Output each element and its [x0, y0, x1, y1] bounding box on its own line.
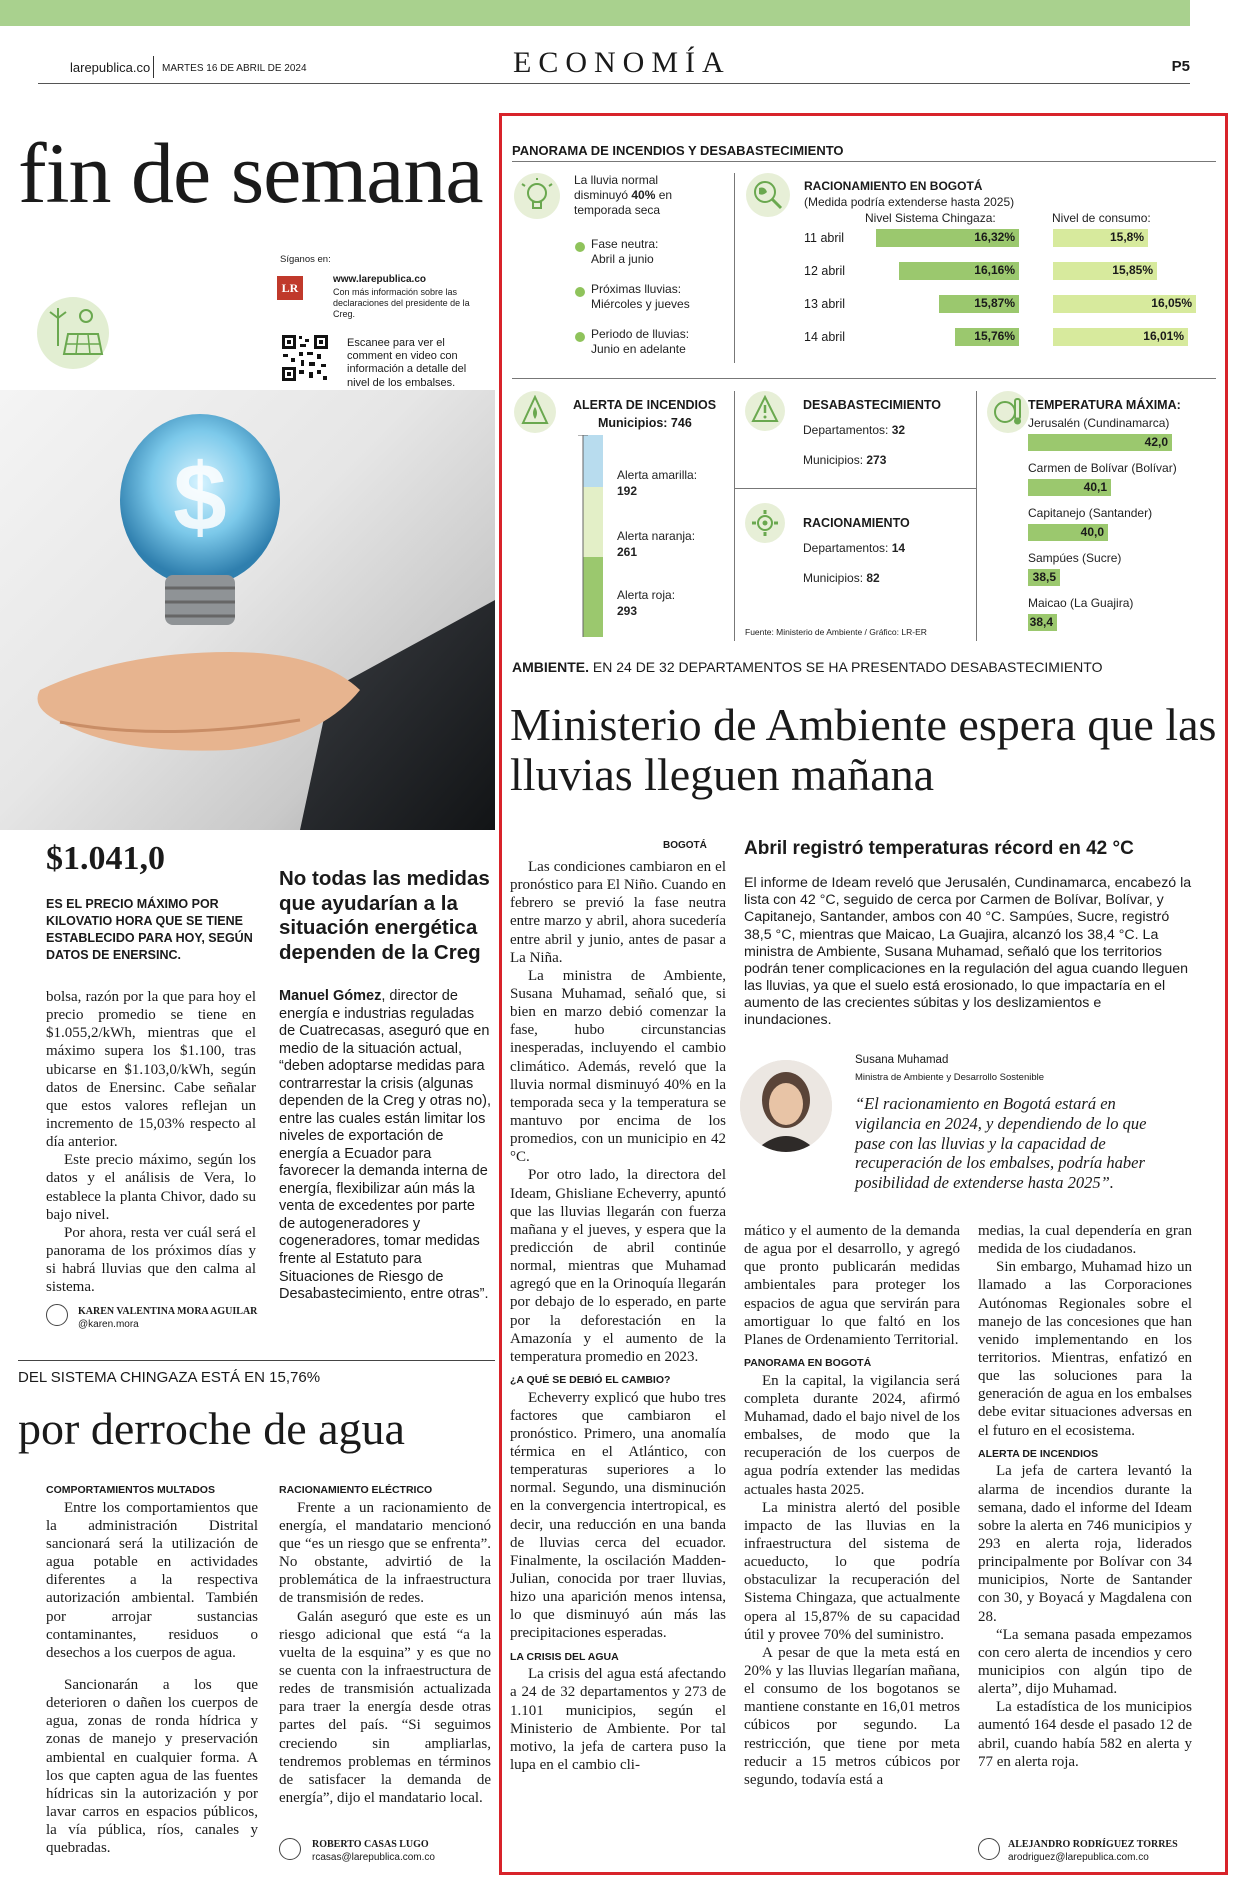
infographic-title: PANORAMA DE INCENDIOS Y DESABASTECIMIENTO	[512, 143, 844, 158]
column-subhead: RACIONAMIENTO ELÉCTRICO	[279, 1484, 433, 1496]
chingaza-header: Nivel Sistema Chingaza:	[865, 211, 996, 225]
lightbulb-outline-icon	[521, 178, 553, 214]
phase-value: Miércoles y jueves	[591, 297, 690, 311]
main-headline: Ministerio de Ambiente espera que las lluvias lleguen mañana	[510, 699, 1217, 800]
paragraph: mático y el aumento de la demanda de agua por el desarrollo, y agregó que pronto publicarán medidas ambientales para proteger los espacios de agua que servirán para amortiguar lo que faltó en los Planes de Ordenamiento Territorial.	[744, 1223, 960, 1348]
temp-place: Sampúes (Sucre)	[1028, 551, 1122, 565]
paragraph: La crisis del agua está afectando a 24 de 32 departamentos y 273 de 1.101 municipios, según el Ministerio de Ambiente. Por tal motivo, la jefa de cartera puso la lupa en el cambio cli-	[510, 1666, 726, 1774]
author-name: ROBERTO CASAS LUGO	[312, 1839, 429, 1850]
chingaza-bar	[939, 295, 1019, 313]
top-color-bar	[0, 0, 1190, 26]
alerta-value: 261	[617, 544, 638, 559]
byline-karen	[78, 1305, 257, 1331]
quote-author: Susana Muhamad	[855, 1054, 949, 1066]
racion-mun-label: Municipios:	[803, 571, 867, 585]
mail-icon	[279, 1838, 301, 1860]
rain-text-part: disminuyó	[574, 188, 632, 202]
racion-municipios	[803, 571, 880, 585]
bogota-subtitle: (Medida podría extenderse hasta 2025)	[804, 195, 1015, 209]
qr-code-icon[interactable]	[281, 334, 329, 382]
chingaza-value: 16,16%	[974, 263, 1015, 277]
side-text: El informe de Ideam reveló que Jerusalén, Cundinamarca, encabezó la lista con 42 °C, seguido de cerca por Carmen de Bolívar, Bolívar, y Capitanejo, Santander, ambos con 40 °C. Sampúes, Sucre, registró 38,5 °C, mientras que Maicao, La Guajira, alcanzó los 38,4 °C. La ministra de Ambiente, Susana Muhamad, señaló que los territorios podrán tener complicaciones en la regulación del agua cuando lleguen las lluvias, ya que el suelo está erosionado, lo que impactaría en el aumento de las crecientes súbitas y los deslizamientos e inundaciones.	[744, 875, 1192, 1029]
main-kicker	[512, 659, 1102, 675]
consumo-bar	[1053, 295, 1196, 313]
pull-quote: “El racionamiento en Bogotá estará en vigilancia en 2024, y dependiendo de lo que pase con las lluvias y la capacidad de recuperación de los embalses, podría haber posibilidad de extenderse hasta 2025”.	[855, 1094, 1147, 1193]
phase-item	[591, 237, 658, 267]
panel-divider	[734, 488, 976, 489]
temp-place: Maicao (La Guajira)	[1028, 596, 1134, 610]
byline-alejandro	[1008, 1838, 1178, 1864]
phase-label: Periodo de lluvias:	[591, 327, 690, 341]
bogota-day-label: 11 abril	[804, 231, 845, 245]
water-kicker: DEL SISTEMA CHINGAZA ESTÁ EN 15,76%	[18, 1369, 321, 1386]
quote-author-role: Ministra de Ambiente y Desarrollo Sostenible	[855, 1072, 1045, 1083]
globe-magnifier-icon	[751, 178, 785, 212]
phase-value: Junio en adelante	[591, 342, 686, 356]
rain-text	[574, 173, 704, 218]
infographic-source: Fuente: Ministerio de Ambiente / Gráfico: LR-ER	[745, 627, 927, 637]
panel-divider	[512, 378, 1216, 379]
column-subhead: COMPORTAMIENTOS MULTADOS	[46, 1484, 215, 1496]
section-title: ECONOMÍA	[513, 46, 731, 79]
rain-text-part: La lluvia normal	[574, 173, 659, 187]
page-header	[38, 44, 1190, 84]
temp-value: 42,0	[1144, 435, 1168, 449]
racion-mun-value: 82	[866, 571, 880, 585]
main-col1	[510, 858, 726, 1774]
paragraph: , director de energía e industrias reguladas de Cuatrecasas, aseguró que en medio de la situación actual, “deben adoptarse medidas para contrarrestar la crisis (algunas dependen de la Creg y otras no), entre las cuales están limitar los niveles de exportación de energía a Ecuador para favorecer la demanda interna de energía, flexibilizar aún más la venta de excedentes por parte de autogeneradores y cogeneradores, tomar medidas frente al Estatuto para Situaciones de Riesgo de Desabastecimiento, entre otras”.	[279, 988, 491, 1303]
paragraph: medias, la cual dependería en gran medida de los ciudadanos.	[978, 1223, 1192, 1258]
solar-wind-icon	[36, 296, 110, 370]
desab-dep-value: 32	[891, 423, 906, 437]
mail-icon	[978, 1838, 1000, 1860]
racion-departamentos	[803, 541, 905, 555]
alerta-item	[617, 468, 697, 499]
paragraph: Por ahora, resta ver cuál será el panorama de los próximos días y si habrá lluvias que den calma al sistema.	[46, 1224, 256, 1296]
water-col2	[279, 1476, 491, 1807]
temp-bar	[1028, 524, 1108, 541]
main-col3	[978, 1222, 1192, 1771]
paragraph: “La semana pasada empezamos con cero alerta de incendios y cero municipios con algún tipo de alerta”, dijo Muhamad.	[978, 1626, 1192, 1698]
minister-portrait	[740, 1060, 832, 1152]
chingaza-bar	[955, 328, 1019, 346]
alerta-value: 192	[617, 483, 638, 498]
mail-icon	[46, 1304, 68, 1326]
alerta-item	[617, 588, 675, 619]
site-name: larepublica.co	[70, 60, 151, 75]
follow-web-link[interactable]: www.larepublica.co	[333, 274, 426, 285]
byline-roberto	[312, 1838, 435, 1864]
author-name: KAREN VALENTINA MORA AGUILAR	[78, 1306, 258, 1317]
desab-mun-value: 273	[866, 453, 887, 467]
temp-bar	[1028, 479, 1111, 496]
rain-text-part: temporada seca	[574, 203, 661, 217]
column-subhead: PANORAMA EN BOGOTÁ	[744, 1356, 872, 1369]
column-subhead: LA CRISIS DEL AGUA	[510, 1650, 619, 1663]
paragraph: En la capital, la vigilancia será completa durante 2024, afirmó Muhamad, dado el bajo nivel de los embalses, de modo que la recuperación de los cuerpos de agua podría extender las medidas actuales hasta 2025.	[744, 1372, 960, 1498]
bogota-day-label: 13 abril	[804, 297, 845, 311]
section-divider	[18, 1360, 495, 1361]
phase-label: Fase neutra:	[591, 237, 659, 251]
bogota-day-label: 12 abril	[804, 264, 845, 278]
alerta-item	[617, 529, 695, 560]
paragraph: bolsa, razón por la que para hoy el precio promedio se tiene en $1.055,2/kWh, mientras que el máximo supera los $1.100, tras ubicarse en $1.103,0/kWh, según datos de Enersinc. Cabe señalar que estos valores reflejan un incremento de 15,03% respecto al día anterior.	[46, 989, 256, 1151]
author-handle[interactable]: @karen.mora	[78, 1319, 139, 1330]
alerta-label: Alerta amarilla:	[617, 468, 698, 482]
panel-divider	[734, 391, 735, 641]
temp-value: 38,5	[1032, 570, 1056, 584]
infographic	[509, 133, 1219, 653]
paragraph: Sancionarán a los que deterioren o dañen los cuerpos de agua, zonas de ronda hídrica y zonas de manejo y preservación ambiental en cualquier forma. A los que capten agua de las fuentes hídricas sin la autorización y por lavar carros en espacios públicos, la vía pública, ríos, canales y quebradas.	[46, 1676, 258, 1857]
consumo-bar	[1053, 328, 1188, 346]
phase-value: Abril a junio	[591, 252, 654, 266]
panel-divider	[976, 391, 977, 641]
consumo-bar	[1053, 262, 1157, 280]
source-name: Manuel Gómez	[279, 988, 382, 1004]
temp-value: 40,0	[1080, 525, 1104, 539]
paragraph: Galán aseguró que este es un riesgo adicional que está “a la vuelta de la esquina” y es que no se cuenta con la infraestructura de redes de transmisión actualizada para traer la energía desde otras partes del país. “Si seguimos creciendo sin ampliarlas, tendremos problemas en términos de satisfacer la demanda de energía”, dijo el mandatario local.	[279, 1608, 491, 1806]
paragraph: Las condiciones cambiaron en el pronóstico para El Niño. Cuando en febrero se previó la fase neutra entre marzo y abril, ahora sucedería entre abril y junio, antes de pasar a La Niña.	[510, 859, 726, 966]
desab-mun-label: Municipios:	[803, 453, 867, 467]
paragraph: La estadística de los municipios aumentó 164 desde el pasado 12 de abril, cuando había 582 en alerta y 77 en alerta roja.	[978, 1699, 1192, 1770]
paragraph: Entre los comportamientos que la administración Distrital sancionará será la utilización de agua potable en actividades diferentes a la respectiva autorización ambiental. También por arrojar sustancias contaminantes, residuos o desechos a los cuerpos de agua.	[46, 1499, 258, 1661]
temp-bar	[1028, 614, 1057, 631]
kicker-bold: AMBIENTE.	[512, 659, 589, 675]
warning-triangle-icon	[751, 395, 779, 425]
globe-thermometer-icon	[993, 395, 1023, 429]
side-headline: Abril registró temperaturas récord en 42 °C	[744, 838, 1134, 859]
desab-dep-label: Departamentos:	[803, 423, 892, 437]
temp-place: Carmen de Bolívar (Bolívar)	[1028, 461, 1177, 475]
qr-caption: Escanee para ver el comment en video con información a detalle del nivel de los embalses.	[347, 337, 467, 389]
author-email[interactable]: rcasas@larepublica.com.co	[312, 1852, 435, 1863]
author-name: ALEJANDRO RODRÍGUEZ TORRES	[1008, 1839, 1178, 1850]
desab-municipios	[803, 453, 886, 467]
chingaza-bar	[876, 229, 1019, 247]
alerta-municipios: Municipios: 746	[598, 416, 692, 430]
water-story-title: por derroche de agua	[18, 1403, 405, 1454]
paragraph: La jefa de cartera levantó la alarma de incendios durante la semana, dado el informe del Ideam sobre la alerta en 746 municipios y 293 en alerta roja, liderados principalmente por Bolívar con 34 municipios, Norte de Santander con 30, y Boyacá y Magdalena con 28.	[978, 1463, 1192, 1625]
racion-title: RACIONAMIENTO	[803, 516, 910, 530]
temp-bar	[1028, 434, 1172, 451]
phase-item	[591, 327, 689, 357]
temp-place: Jerusalén (Cundinamarca)	[1028, 416, 1170, 430]
left-story-col1	[46, 988, 256, 1296]
column-subhead: ¿A QUÉ SE DEBIÓ EL CAMBIO?	[510, 1373, 671, 1386]
paragraph: Frente a un racionamiento de energía, el mandatario mencionó que “es un riesgo que se enfrenta”. No obstante, advirtió de la problemática de la infraestructura de transmisión de redes.	[279, 1499, 491, 1607]
left-story-col2	[279, 988, 491, 1304]
temp-bar	[1028, 569, 1060, 586]
bogota-day-label: 14 abril	[804, 330, 845, 344]
chingaza-value: 15,87%	[974, 296, 1015, 310]
column-subhead: ALERTA DE INCENDIOS	[978, 1447, 1099, 1460]
paragraph: Echeverry explicó que hubo tres factores que cambiaron el pronóstico. Primero, una anomalía térmica en el Atlántico, con temperaturas superiores a lo normal. Segundo, una disminución en la convergencia intertropical, es decir, una reducción en una banda de lluvias cerca del ecuador. Finalmente, la oscilación Madden-Julian, conocida por traer lluvias, hizo una aparición menos intensa, lo que disminuyó aún más las precipitaciones esperadas.	[510, 1389, 726, 1642]
phase-item	[591, 282, 690, 312]
left-story-title: fin de semana	[18, 125, 483, 221]
phase-label: Próximas lluvias:	[591, 282, 682, 296]
kicker-rest: EN 24 DE 32 DEPARTAMENTOS SE HA PRESENTADO DESABASTECIMIENTO	[589, 659, 1103, 675]
rain-percent: 40%	[631, 188, 656, 202]
paragraph: La ministra alertó del posible impacto de las lluvias en la infraestructura del sistema de acueducto, lo que podría obstaculizar la recuperación del Sistema Chingaza, que actualmente opera al 15,87% de su capacidad útil y provee 70% del suministro.	[744, 1499, 960, 1643]
author-email[interactable]: arodriguez@larepublica.com.co	[1008, 1852, 1149, 1863]
chingaza-value: 16,32%	[974, 230, 1015, 244]
follow-description: Con más información sobre las declaraciones del presidente de la Creg.	[333, 286, 470, 319]
fire-outline-icon	[521, 395, 549, 427]
price-description: ES EL PRECIO MÁXIMO POR KILOVATIO HORA QUE SE TIENE ESTABLECIDO PARA HOY, SEGÚN DATOS DE ENERSINC.	[46, 897, 253, 962]
alerta-label: Alerta naranja:	[617, 529, 696, 543]
infographic-rule	[512, 161, 1216, 162]
rain-text-part: en	[655, 188, 673, 202]
chingaza-value: 15,76%	[974, 329, 1015, 343]
alerta-value: 293	[617, 603, 638, 618]
alerta-label: Alerta roja:	[617, 588, 676, 602]
header-divider	[153, 56, 154, 78]
alerta-stack-bar	[578, 435, 604, 637]
dateline: BOGOTÁ	[663, 840, 707, 851]
temp-place: Capitanejo (Santander)	[1028, 506, 1153, 520]
water-col1	[46, 1476, 258, 1857]
paragraph: Sin embargo, Muhamad hizo un llamado a las Corporaciones Autónomas Regionales sobre el manejo de las concesiones que han venido implementando en los territorios. Mientras, enfatizó en que las soluciones para la generación de agua en los embalses debe evitar situaciones adversas en el futuro en el ecosistema.	[978, 1259, 1192, 1439]
gear-outline-icon	[751, 509, 779, 537]
consumo-value: 15,85%	[1112, 263, 1153, 277]
desab-departamentos	[803, 423, 905, 437]
phase-dot	[575, 242, 585, 252]
temp-value: 38,4	[1029, 615, 1053, 629]
issue-date: MARTES 16 DE ABRIL DE 2024	[162, 63, 307, 74]
follow-info	[333, 274, 493, 320]
main-col2	[744, 1222, 960, 1789]
phase-dot	[575, 287, 585, 297]
racion-dep-label: Departamentos:	[803, 541, 892, 555]
lightbulb-hand-photo	[0, 390, 495, 830]
paragraph: Este precio máximo, según los datos y el análisis de Vera, lo establece la planta Chivor, dado su bajo nivel.	[46, 1152, 256, 1223]
paragraph: Por otro lado, la directora del Ideam, Ghisliane Echeverry, apuntó que las lluvias llegarán con fuerza mañana y el jueves, y espera que la predicción de abril continúe normal, mientras que Muhamad agregó que en la Orinoquía llegarán por debajo de lo esperado, en parte por la deforestación en la Amazonía y el aumento de la temperatura promedio en 2023.	[510, 1167, 726, 1365]
panel-divider	[734, 173, 735, 363]
paragraph: A pesar de que la meta está en 20% y las lluvias llegarían mañana, el consumo de los bogotanos se mantiene constante en 16,01 metros cúbicos por segundo. La restricción, que tiene por meta reducir a 15 metros cúbicos por segundo, todavía está a	[744, 1644, 960, 1788]
consumo-value: 16,05%	[1151, 296, 1192, 310]
consumo-bar	[1053, 229, 1148, 247]
creg-subheadline: No todas las medidas que ayudarían a la situación energética dependen de la Creg	[279, 867, 490, 964]
alerta-title: ALERTA DE INCENDIOS	[573, 398, 717, 412]
paragraph: La ministra de Ambiente, Susana Muhamad, señaló que, si bien en marzo debió comenzar la fase, hubo circunstancias inesperadas, incluyendo el cambio climático. Además, reveló que la lluvia normal disminuyó 40% en la temporada seca y la temperatura se mantuvo por encima de los promedios, con un municipio en 42 °C.	[510, 967, 726, 1166]
price-figure: $1.041,0	[46, 840, 165, 877]
follow-label	[280, 254, 331, 266]
temp-value: 40,1	[1083, 480, 1107, 494]
follow-title: Síganos en:	[280, 254, 331, 265]
bogota-title: RACIONAMIENTO EN BOGOTÁ	[804, 179, 983, 193]
consumo-value: 15,8%	[1109, 230, 1144, 244]
racion-dep-value: 14	[891, 541, 906, 555]
page-number: P5	[1171, 58, 1190, 75]
chingaza-bar	[899, 262, 1019, 280]
desab-title: DESABASTECIMIENTO	[803, 398, 941, 412]
phase-dot	[575, 332, 585, 342]
consumo-header: Nivel de consumo:	[1052, 211, 1151, 225]
svg-text:$: $	[173, 444, 227, 551]
temp-title: TEMPERATURA MÁXIMA:	[1028, 398, 1181, 412]
lr-logo: LR	[277, 276, 303, 300]
consumo-value: 16,01%	[1143, 329, 1184, 343]
